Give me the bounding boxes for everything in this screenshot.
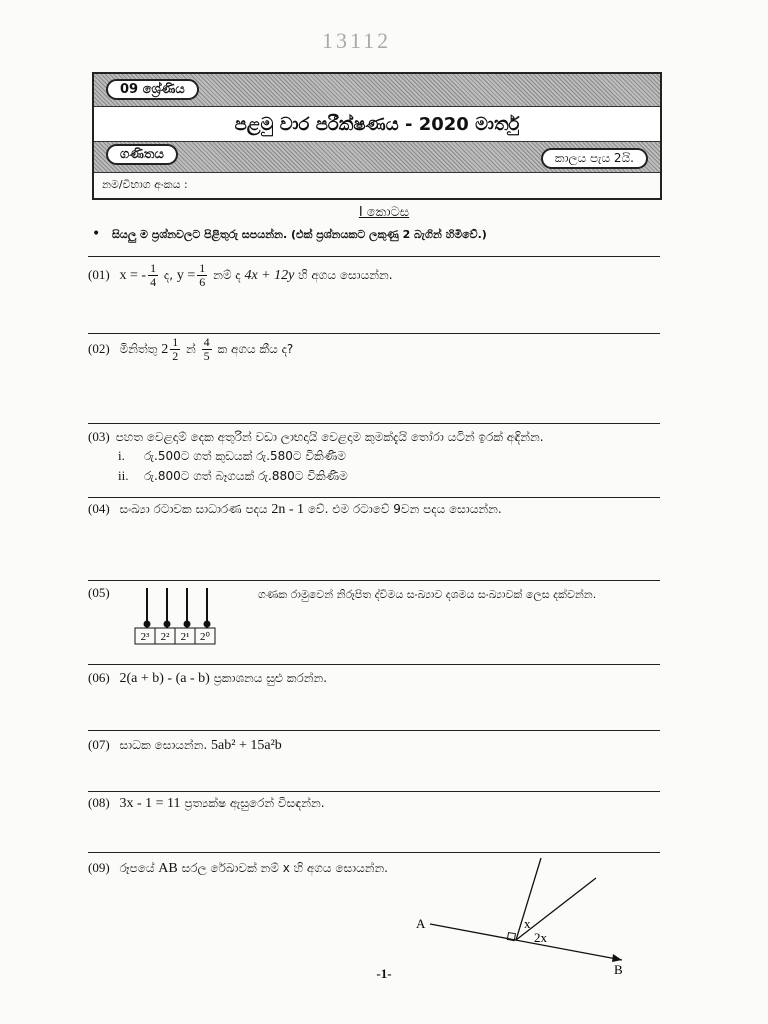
exam-title: පළමු වාර පරීක්ෂණය - 2020 මාර්තු (234, 114, 520, 135)
header-band-bottom (94, 142, 660, 173)
divider (88, 664, 660, 665)
abacus-cell: 2³ (140, 631, 150, 643)
divider (88, 256, 660, 257)
divider (88, 730, 660, 731)
divider (88, 423, 660, 424)
option-ii: ii. රු.800ට ගත් බෑගයක් රු.880ට විකිණීම (118, 468, 348, 483)
question-07: (07) සාධක සොයන්න. 5ab² + 15a²b (88, 737, 282, 753)
instructions: සියලු ම ප්‍රශ්නවලට පිළිතුරු සපයන්න. (එක් ප්‍රශ්නයකට ලකුණු 2 බැගින් හිමිවේ.) (112, 228, 487, 241)
page-number: -1- (376, 966, 392, 981)
divider (88, 791, 660, 792)
abacus-cell: 2⁰ (200, 631, 210, 643)
divider (88, 333, 660, 334)
option-i: i. රු.500ට ගත් කුඩයක් රු.580ට විකිණීම (118, 448, 346, 463)
question-05-number: (05) (88, 585, 110, 600)
subject-label: ගණිතය (106, 144, 178, 165)
question-03: (03) පහත වෙළදාම් දෙක අතුරින් වඩා ලාභදායි වෙළදාම කුමක්දැයි තෝරා යටින් ඉරක් අඳින්න. (88, 429, 544, 444)
divider (88, 580, 660, 581)
serial-number: 13112 (322, 28, 392, 53)
abacus-cell: 2¹ (180, 631, 190, 643)
abacus-figure (134, 584, 224, 650)
question-01: (01) x = - $\frac{1}{4}$ ද, y = $\frac{1}{6}$ නම් ද 4x + 12y හි අගය සොයන්න. (88, 261, 393, 289)
point-a-label: A (416, 916, 426, 931)
divider (88, 852, 660, 853)
question-02: (02) මිනිත්තු 2 $\frac{1}{2}$ න් $\frac{4}{5}$ ක අගය කීය ද? (88, 335, 294, 363)
point-b-label: B (614, 962, 623, 976)
angle-2x-label: 2x (534, 930, 547, 945)
divider (88, 497, 660, 498)
abacus-cell: 2² (160, 631, 170, 643)
angle-diagram (410, 856, 640, 980)
name-field-label: නම/විභාග අංකය : (102, 178, 188, 191)
grade-label: 09 ශ්‍රේණිය (106, 79, 199, 100)
time-label: කාලය පැය 2යි. (541, 148, 648, 169)
part-title: I කොටස (358, 205, 410, 220)
bullet-icon: • (92, 226, 101, 242)
question-09: (09) රූපයේ AB සරල රේඛාවක් නම් x හි අගය සොයන්න. (88, 860, 388, 876)
angle-x-label: x (524, 916, 531, 931)
question-05-text: ගණක රාමුවෙන් නිරූපිත ද්විමය සංඛ්‍යාව දශමය සංඛ්‍යාවක් ලෙස දක්වන්න. (258, 588, 597, 601)
header-band-top (94, 74, 660, 107)
header-box (92, 72, 662, 200)
question-08: (08) 3x - 1 = 11 ප්‍රත්‍යක්ෂ ඇසුරෙන් විසඳන්න. (88, 795, 325, 811)
question-06: (06) 2(a + b) - (a - b) ප්‍රකාශනය සුළු කරන්න. (88, 670, 328, 686)
question-04: (04) සංඛ්‍යා රටාවක සාධාරණ පදය 2n - 1 වේ. එම රටාවේ 9වන පදය සොයන්න. (88, 501, 502, 517)
